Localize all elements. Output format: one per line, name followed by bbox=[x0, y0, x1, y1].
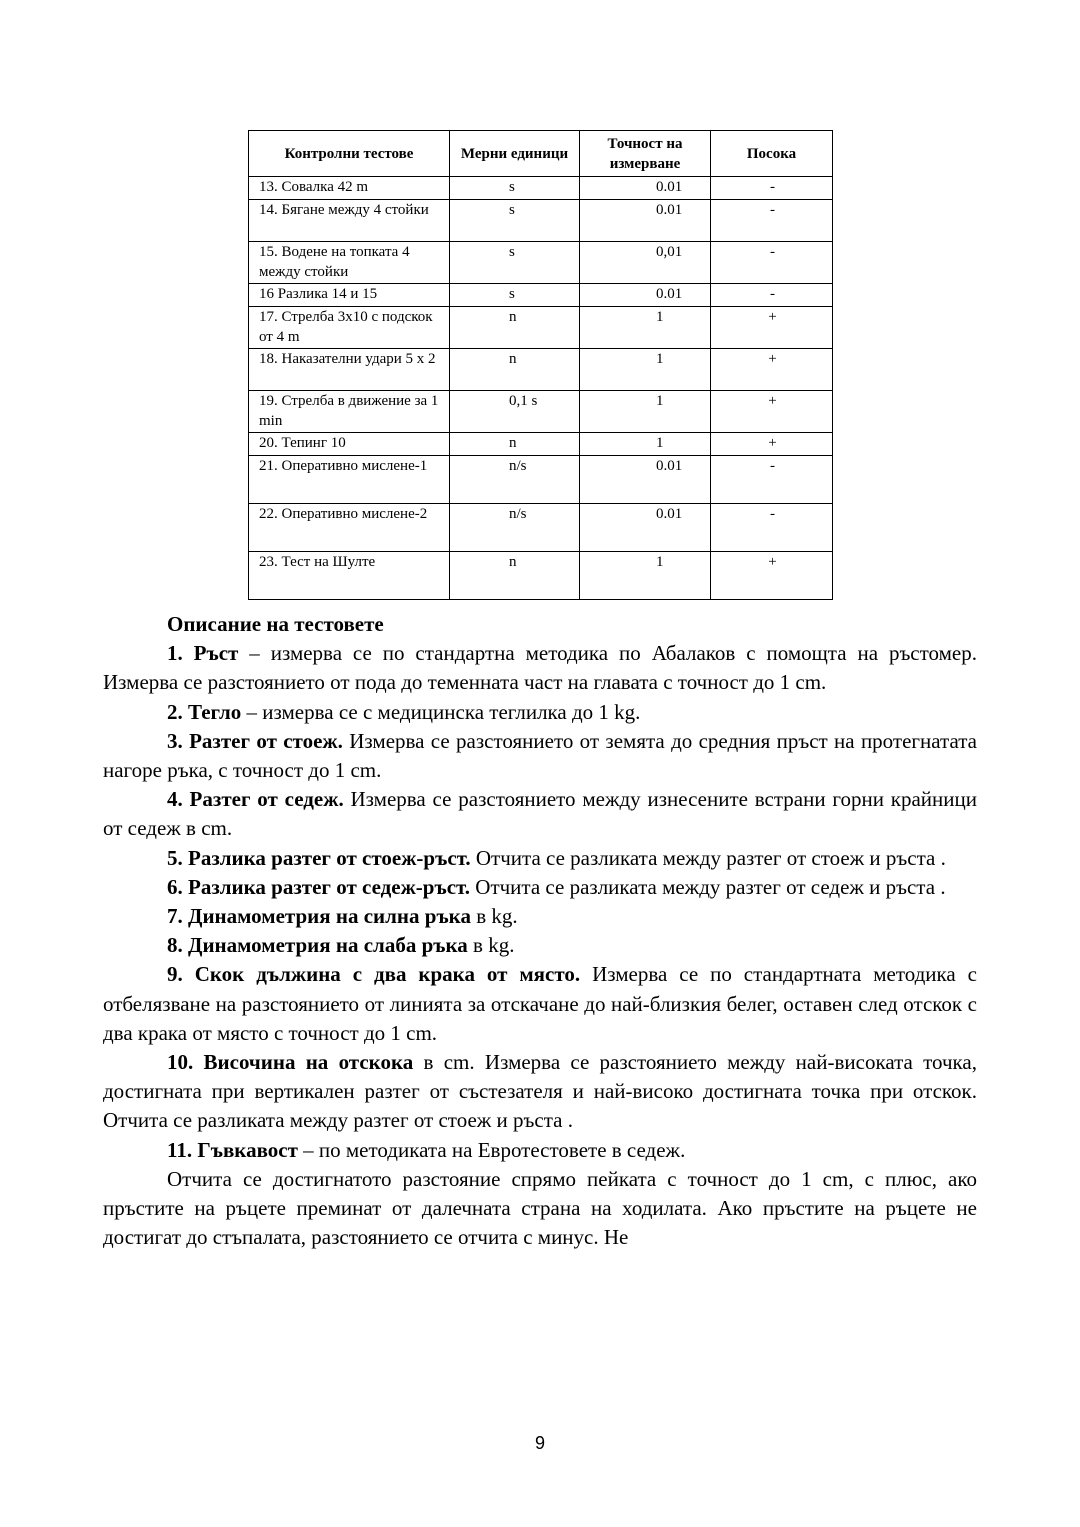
paragraph-text: – по методиката на Евротестовете в седеж. bbox=[297, 1137, 686, 1162]
unit-cell: 0,1 s bbox=[450, 391, 580, 433]
paragraph-text: – измерва се по стандартна методика по Абалаков с помощта на ръстомер. Измерва се разстоянието от пода до теменната част на главата с точност до 1 cm. bbox=[103, 641, 977, 695]
table-row bbox=[249, 242, 833, 284]
table-row bbox=[249, 391, 833, 433]
page-number: 9 bbox=[534, 1433, 545, 1453]
description-paragraph bbox=[103, 698, 977, 727]
description-paragraph bbox=[103, 639, 977, 697]
test-descriptions bbox=[103, 610, 977, 1252]
description-paragraph bbox=[103, 1048, 977, 1136]
description-paragraph bbox=[103, 873, 977, 902]
direction-cell: - bbox=[711, 242, 833, 284]
paragraph-term: 3. Разтег от стоеж. bbox=[167, 728, 343, 753]
table-row bbox=[249, 504, 833, 552]
unit-cell: n/s bbox=[450, 456, 580, 504]
paragraph-text: Отчита се разликата между разтег от седеж и ръста . bbox=[470, 874, 946, 899]
paragraph-text: Измерва се разстоянието между изнесените встрани горни крайници от седеж в cm. bbox=[103, 787, 978, 841]
table-row bbox=[249, 284, 833, 307]
unit-cell: s bbox=[450, 177, 580, 200]
paragraph-term: 6. Разлика разтег от седеж-ръст. bbox=[167, 874, 471, 899]
table-row bbox=[249, 433, 833, 456]
paragraph-text: в kg. bbox=[470, 904, 518, 929]
accuracy-cell: 0.01 bbox=[580, 284, 711, 307]
accuracy-cell: 0.01 bbox=[580, 177, 711, 200]
accuracy-cell: 0,01 bbox=[580, 242, 711, 284]
description-paragraph bbox=[103, 960, 977, 1048]
unit-cell: n/s bbox=[450, 504, 580, 552]
paragraph-term: 11. Гъвкавост bbox=[167, 1137, 298, 1162]
test-name: 13. Совалка 42 m bbox=[249, 177, 450, 200]
table-row bbox=[249, 307, 833, 349]
description-paragraph bbox=[103, 1165, 977, 1253]
table-row bbox=[249, 456, 833, 504]
test-name: 23. Тест на Шулте bbox=[249, 552, 450, 600]
unit-cell: n bbox=[450, 307, 580, 349]
description-paragraph bbox=[103, 785, 977, 843]
paragraph-term: 4. Разтег от седеж. bbox=[167, 787, 344, 812]
direction-cell: - bbox=[711, 177, 833, 200]
test-name: 18. Наказателни удари 5 х 2 bbox=[249, 349, 450, 391]
accuracy-cell: 0.01 bbox=[580, 504, 711, 552]
paragraph-text: в kg. bbox=[467, 933, 515, 958]
test-name: 14. Бягане между 4 стойки bbox=[249, 200, 450, 242]
unit-cell: n bbox=[450, 349, 580, 391]
accuracy-cell: 0.01 bbox=[580, 200, 711, 242]
direction-cell: - bbox=[711, 284, 833, 307]
description-paragraph bbox=[103, 931, 977, 960]
header-accuracy: Точност на измерване bbox=[580, 131, 711, 177]
accuracy-cell: 1 bbox=[580, 349, 711, 391]
unit-cell: n bbox=[450, 552, 580, 600]
table-row bbox=[249, 177, 833, 200]
paragraph-text: Измерва се по стандартната методика с отбелязване на разстоянието от линията за отскачане до най-близкия белег, оставен след отскок с два крака от място с точност до 1 cm. bbox=[103, 962, 978, 1045]
paragraph-term: 10. Височина на отскока bbox=[167, 1050, 414, 1075]
direction-cell: - bbox=[711, 456, 833, 504]
test-name: 17. Стрелба 3х10 с подскок от 4 m bbox=[249, 307, 450, 349]
unit-cell: n bbox=[450, 433, 580, 456]
header-direction: Посока bbox=[711, 131, 833, 177]
table-header-row bbox=[249, 131, 833, 177]
description-paragraph bbox=[103, 727, 977, 785]
table-row bbox=[249, 200, 833, 242]
test-name: 22. Оперативно мислене-2 bbox=[249, 504, 450, 552]
paragraph-term: 2. Тегло bbox=[167, 699, 242, 724]
accuracy-cell: 1 bbox=[580, 433, 711, 456]
table-row bbox=[249, 349, 833, 391]
paragraph-text: Измерва се разстоянието от земята до средния пръст на протегнатата нагоре ръка, с точност до 1 cm. bbox=[103, 728, 977, 783]
test-name: 16 Разлика 14 и 15 bbox=[249, 284, 450, 307]
direction-cell: - bbox=[711, 200, 833, 242]
unit-cell: s bbox=[450, 242, 580, 284]
test-name: 20. Тепинг 10 bbox=[249, 433, 450, 456]
paragraph-term: 7. Динамометрия на силна ръка bbox=[167, 904, 471, 929]
table-row bbox=[249, 552, 833, 600]
accuracy-cell: 1 bbox=[580, 552, 711, 600]
paragraph-text: Отчита се достигнатото разстояние спрямо пейката с точност до 1 cm, с плюс, ако пръстите на ръцете преминат от далечната страна на ходилата. Ако пръстите на ръцете не достигат до стъпалата, разстоянието се отчита с минус. Не bbox=[103, 1166, 977, 1250]
paragraph-term: 8. Динамометрия на слаба ръка bbox=[167, 933, 468, 958]
direction-cell: + bbox=[711, 391, 833, 433]
paragraph-text: Отчита се разликата между разтег от стоеж и ръста . bbox=[470, 845, 946, 870]
accuracy-cell: 1 bbox=[580, 391, 711, 433]
control-tests-table bbox=[248, 130, 833, 600]
test-name: 19. Стрелба в движение за 1 min bbox=[249, 391, 450, 433]
section-title: Описание на тестовете bbox=[167, 612, 384, 636]
description-paragraph bbox=[103, 844, 977, 873]
header-tests: Контролни тестове bbox=[249, 131, 450, 177]
direction-cell: - bbox=[711, 504, 833, 552]
description-paragraph bbox=[103, 902, 977, 931]
description-paragraph bbox=[103, 1136, 977, 1165]
paragraph-term: 9. Скок дължина с два крака от място. bbox=[167, 962, 581, 987]
direction-cell: + bbox=[711, 433, 833, 456]
paragraph-term: 1. Ръст bbox=[167, 641, 239, 666]
paragraph-text: в cm. Измерва се разстоянието между най-високата точка, достигната при вертикален разтег от състезателя и най-високо достигната точка при отскок. Отчита се разликата между разтег от стоеж и ръста . bbox=[103, 1050, 978, 1133]
accuracy-cell: 1 bbox=[580, 307, 711, 349]
direction-cell: + bbox=[711, 307, 833, 349]
header-units: Мерни единици bbox=[450, 131, 580, 177]
direction-cell: + bbox=[711, 349, 833, 391]
unit-cell: s bbox=[450, 284, 580, 307]
direction-cell: + bbox=[711, 552, 833, 600]
unit-cell: s bbox=[450, 200, 580, 242]
paragraph-term: 5. Разлика разтег от стоеж-ръст. bbox=[167, 845, 471, 870]
paragraph-text: – измерва се с медицинска теглилка до 1 kg. bbox=[241, 699, 641, 724]
test-name: 15. Водене на топката 4 между стойки bbox=[249, 242, 450, 284]
accuracy-cell: 0.01 bbox=[580, 456, 711, 504]
test-name: 21. Оперативно мислене-1 bbox=[249, 456, 450, 504]
